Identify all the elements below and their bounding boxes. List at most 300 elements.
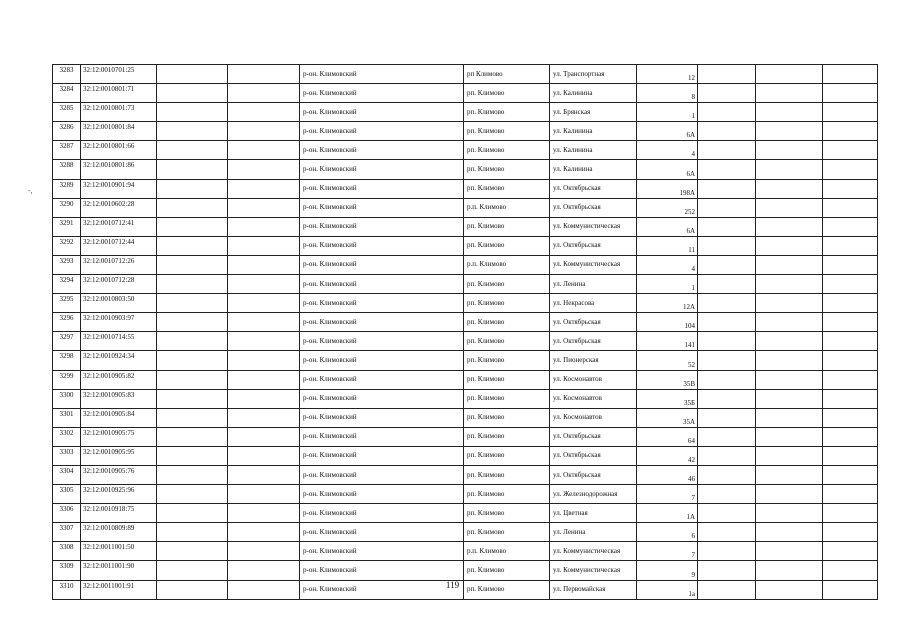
table-cell: р-он. Климовский [300, 160, 464, 179]
table-cell [823, 103, 878, 122]
table-cell: р-он. Климовский [300, 542, 464, 561]
table-cell: рп. Климово [464, 294, 550, 313]
table-row [53, 217, 878, 236]
table-cell [157, 542, 228, 561]
table-cell: ул. Калинина [550, 160, 637, 179]
table-cell: 141 [637, 332, 698, 351]
table-cell: 3299 [53, 370, 81, 389]
table-cell [228, 504, 300, 523]
table-cell: ул. Брянская [550, 103, 637, 122]
table-cell: рп. Климово [464, 561, 550, 580]
table-cell: 3310 [53, 580, 81, 599]
table-cell [228, 408, 300, 427]
table-cell: ул. Октябрьская [550, 198, 637, 217]
table-cell: 3292 [53, 236, 81, 255]
table-cell: р-он. Климовский [300, 389, 464, 408]
table-row [53, 389, 878, 408]
table-row [53, 351, 878, 370]
table-cell [823, 236, 878, 255]
table-cell: ул. Коммунистическая [550, 217, 637, 236]
table-cell: рп. Климово [464, 523, 550, 542]
table-cell: 3289 [53, 179, 81, 198]
table-cell: 32:12:0010801:73 [81, 103, 157, 122]
table-cell [823, 141, 878, 160]
table-cell: 52 [637, 351, 698, 370]
table-cell: ул. Космонавтов [550, 408, 637, 427]
table-row [53, 427, 878, 446]
table-cell: р-он. Климовский [300, 141, 464, 160]
table-cell: 9 [637, 561, 698, 580]
table-cell [698, 504, 756, 523]
table-cell: 32:12:0010905:76 [81, 465, 157, 484]
table-cell [756, 198, 823, 217]
table-cell: 32:12:0010903:97 [81, 313, 157, 332]
table-row [53, 141, 878, 160]
table-cell [823, 523, 878, 542]
table-cell: р-он. Климовский [300, 65, 464, 84]
table-cell: ул. Транспортная [550, 65, 637, 84]
table-cell [228, 523, 300, 542]
table-cell [756, 179, 823, 198]
table-cell: р-он. Климовский [300, 84, 464, 103]
table-cell: р.п. Климово [464, 255, 550, 274]
table-cell [698, 351, 756, 370]
table-cell: ул. Ленина [550, 523, 637, 542]
table-cell [823, 122, 878, 141]
table-cell [823, 446, 878, 465]
table-cell [698, 236, 756, 255]
table-cell: 6А [637, 160, 698, 179]
table-cell [698, 313, 756, 332]
table-cell: р-он. Климовский [300, 523, 464, 542]
table-row [53, 313, 878, 332]
table-cell [823, 313, 878, 332]
table-cell: 7 [637, 485, 698, 504]
table-cell: р-он. Климовский [300, 580, 464, 599]
table-cell: 32:12:0011001:90 [81, 561, 157, 580]
table-cell: 3283 [53, 65, 81, 84]
table-cell: 32:12:0011001:91 [81, 580, 157, 599]
table-cell [157, 389, 228, 408]
table-cell: 32:12:0010712:26 [81, 255, 157, 274]
table-cell [157, 294, 228, 313]
table-cell [823, 160, 878, 179]
table-cell: рп. Климово [464, 160, 550, 179]
table-cell [756, 84, 823, 103]
table-cell: 3308 [53, 542, 81, 561]
table-cell [157, 351, 228, 370]
table-row [53, 236, 878, 255]
table-cell: рп. Климово [464, 446, 550, 465]
table-cell: 3306 [53, 504, 81, 523]
table-cell: рп. Климово [464, 580, 550, 599]
table-cell: 1 [637, 103, 698, 122]
table-cell [823, 198, 878, 217]
table-cell [228, 294, 300, 313]
table-cell: ул. Железнодорожная [550, 485, 637, 504]
table-cell: р-он. Климовский [300, 236, 464, 255]
table-cell: 32:12:0010905:95 [81, 446, 157, 465]
table-cell: 3302 [53, 427, 81, 446]
table-cell: 35А [637, 408, 698, 427]
table-cell: р-он. Климовский [300, 179, 464, 198]
table-cell: 32:12:0010924:34 [81, 351, 157, 370]
table-cell: 32:12:0010701:25 [81, 65, 157, 84]
table-cell: 3303 [53, 446, 81, 465]
table-cell: 3297 [53, 332, 81, 351]
table-cell: ул. Октябрьская [550, 465, 637, 484]
table-cell: р-он. Климовский [300, 408, 464, 427]
table-cell [823, 84, 878, 103]
table-cell: ул. Космонавтов [550, 370, 637, 389]
table-cell: р-он. Климовский [300, 504, 464, 523]
table-cell: р-он. Климовский [300, 465, 464, 484]
table-cell: ул. Октябрьская [550, 236, 637, 255]
table-cell: 12 [637, 65, 698, 84]
table-cell: 32:12:0010905:82 [81, 370, 157, 389]
table-cell: 32:12:0010905:75 [81, 427, 157, 446]
table-cell [228, 141, 300, 160]
table-cell: 32:12:0010809:89 [81, 523, 157, 542]
table-row [53, 408, 878, 427]
table-cell [823, 408, 878, 427]
table-cell: 4 [637, 255, 698, 274]
table-cell: рп. Климово [464, 408, 550, 427]
table-cell [756, 485, 823, 504]
table-cell [756, 275, 823, 294]
table-row [53, 485, 878, 504]
table-cell: ул. Космонавтов [550, 389, 637, 408]
table-cell [698, 332, 756, 351]
table-cell [157, 84, 228, 103]
table-cell: ул. Октябрьская [550, 179, 637, 198]
table-cell [157, 236, 228, 255]
table-cell: рп. Климово [464, 504, 550, 523]
table-cell: рп. Климово [464, 465, 550, 484]
table-cell [157, 465, 228, 484]
table-cell [228, 160, 300, 179]
table-cell: рп Климово [464, 65, 550, 84]
table-cell: 198А [637, 179, 698, 198]
table-row [53, 561, 878, 580]
table-cell [157, 313, 228, 332]
table-cell [698, 561, 756, 580]
table-cell [228, 485, 300, 504]
table-cell [228, 255, 300, 274]
table-cell [228, 236, 300, 255]
table-cell [228, 389, 300, 408]
table-cell: рп. Климово [464, 236, 550, 255]
table-cell [756, 561, 823, 580]
table-cell: р.п. Климово [464, 198, 550, 217]
table-cell [756, 65, 823, 84]
table-cell: рп. Климово [464, 84, 550, 103]
table-cell [157, 275, 228, 294]
table-row [53, 179, 878, 198]
table-cell [823, 561, 878, 580]
table-cell [698, 255, 756, 274]
table-cell: 32:12:0010918:75 [81, 504, 157, 523]
table-cell [157, 332, 228, 351]
table-cell: 1 [637, 275, 698, 294]
table-cell: 32:12:0010801:66 [81, 141, 157, 160]
table-cell: 104 [637, 313, 698, 332]
table-cell [823, 179, 878, 198]
table-cell: 3309 [53, 561, 81, 580]
table-cell [698, 179, 756, 198]
table-cell [756, 255, 823, 274]
table-cell: р-он. Климовский [300, 485, 464, 504]
table-cell [228, 542, 300, 561]
table-cell: р-он. Климовский [300, 294, 464, 313]
table-cell: рп. Климово [464, 313, 550, 332]
table-cell: 3296 [53, 313, 81, 332]
table-cell [698, 542, 756, 561]
table-cell: рп. Климово [464, 332, 550, 351]
table-cell: 32:12:0010801:71 [81, 84, 157, 103]
table-cell: рп. Климово [464, 351, 550, 370]
table-cell [698, 370, 756, 389]
table-cell: рп. Климово [464, 370, 550, 389]
table-cell [228, 103, 300, 122]
table-cell: р.п. Климово [464, 542, 550, 561]
table-cell [823, 370, 878, 389]
table-cell: 252 [637, 198, 698, 217]
table-cell: 32:12:0010714:55 [81, 332, 157, 351]
table-cell [756, 313, 823, 332]
table-cell: 3307 [53, 523, 81, 542]
table-cell: 3305 [53, 485, 81, 504]
table-cell [228, 84, 300, 103]
table-cell: р-он. Климовский [300, 313, 464, 332]
table-cell: ул. Октябрьская [550, 427, 637, 446]
table-cell [157, 561, 228, 580]
table-row [53, 65, 878, 84]
table-cell [698, 160, 756, 179]
table-cell: ул. Калинина [550, 141, 637, 160]
table-cell: 32:12:0010901:94 [81, 179, 157, 198]
table-cell: ул. Октябрьская [550, 313, 637, 332]
table-cell [698, 408, 756, 427]
table-cell [823, 542, 878, 561]
table-cell [228, 465, 300, 484]
table-cell: р-он. Климовский [300, 332, 464, 351]
table-cell: ул. Калинина [550, 84, 637, 103]
table-cell [698, 275, 756, 294]
table-cell [823, 255, 878, 274]
table-cell [698, 389, 756, 408]
table-cell [228, 65, 300, 84]
table-cell [157, 255, 228, 274]
table-cell [698, 485, 756, 504]
table-cell: 32:12:0010905:84 [81, 408, 157, 427]
table-cell [228, 179, 300, 198]
table-cell: 12А [637, 294, 698, 313]
table-row [53, 523, 878, 542]
table-row [53, 122, 878, 141]
table-row [53, 465, 878, 484]
table-cell: ул. Некрасова [550, 294, 637, 313]
table-cell [756, 446, 823, 465]
table-cell: 35В [637, 370, 698, 389]
table-cell: 6А [637, 122, 698, 141]
table-cell [756, 389, 823, 408]
table-cell [228, 370, 300, 389]
table-cell [823, 389, 878, 408]
table-cell [157, 485, 228, 504]
table-cell [823, 294, 878, 313]
table-cell: 32:12:0010801:84 [81, 122, 157, 141]
table-cell [756, 122, 823, 141]
table-cell [756, 236, 823, 255]
table-cell [698, 103, 756, 122]
table-cell: рп. Климово [464, 217, 550, 236]
table-cell: ул. Коммунистическая [550, 561, 637, 580]
table-cell [157, 122, 228, 141]
table-cell: 32:12:0010712:44 [81, 236, 157, 255]
table-cell [756, 504, 823, 523]
table-cell: 3287 [53, 141, 81, 160]
table-cell: 3285 [53, 103, 81, 122]
table-cell [228, 275, 300, 294]
table-cell: 32:12:0010602:28 [81, 198, 157, 217]
table-cell [823, 351, 878, 370]
table-cell: 6 [637, 523, 698, 542]
table-cell [823, 465, 878, 484]
table-cell [157, 408, 228, 427]
table-cell [756, 332, 823, 351]
table-cell: рп. Климово [464, 485, 550, 504]
table-cell [228, 122, 300, 141]
table-cell: р-он. Климовский [300, 255, 464, 274]
table-row [53, 255, 878, 274]
table-cell: ул. Коммунистическая [550, 542, 637, 561]
table-cell [698, 122, 756, 141]
table-cell [756, 408, 823, 427]
table-cell: рп. Климово [464, 179, 550, 198]
table-cell: р-он. Климовский [300, 427, 464, 446]
margin-mark: -, [28, 186, 33, 195]
table-cell: р-он. Климовский [300, 370, 464, 389]
table-cell [698, 446, 756, 465]
table-cell [756, 542, 823, 561]
table-row [53, 103, 878, 122]
table-cell: р-он. Климовский [300, 275, 464, 294]
table-cell [698, 427, 756, 446]
table-cell: 6А [637, 217, 698, 236]
table-cell: 32:12:0010712:41 [81, 217, 157, 236]
table-cell [756, 141, 823, 160]
table-cell: рп. Климово [464, 141, 550, 160]
table-cell [228, 198, 300, 217]
table-cell: р-он. Климовский [300, 103, 464, 122]
table-cell: 3300 [53, 389, 81, 408]
table-cell [756, 103, 823, 122]
table-cell: 3301 [53, 408, 81, 427]
page-number: 119 [445, 580, 460, 590]
table-cell [823, 275, 878, 294]
table-cell: рп. Климово [464, 427, 550, 446]
table-cell: рп. Климово [464, 103, 550, 122]
table-cell: 3290 [53, 198, 81, 217]
table-cell: р-он. Климовский [300, 217, 464, 236]
table-cell: ул. Первомайская [550, 580, 637, 599]
table-cell [698, 141, 756, 160]
table-row [53, 542, 878, 561]
table-cell [698, 84, 756, 103]
table-cell: 3294 [53, 275, 81, 294]
table-cell: 1А [637, 504, 698, 523]
table-cell: ул. Пионерская [550, 351, 637, 370]
table-cell [823, 65, 878, 84]
table-cell [698, 294, 756, 313]
table-cell [698, 198, 756, 217]
table-cell [756, 427, 823, 446]
table-cell: 35Б [637, 389, 698, 408]
table-cell [698, 217, 756, 236]
table-cell: 3288 [53, 160, 81, 179]
table-row [53, 294, 878, 313]
table-cell [157, 65, 228, 84]
table-cell [756, 160, 823, 179]
table-cell [756, 217, 823, 236]
table-body [53, 65, 878, 600]
table-cell [228, 332, 300, 351]
table-cell [228, 446, 300, 465]
table-cell [157, 198, 228, 217]
table-row [53, 446, 878, 465]
table-cell: 32:12:0010712:28 [81, 275, 157, 294]
table-cell [756, 370, 823, 389]
table-row [53, 332, 878, 351]
table-cell: 3298 [53, 351, 81, 370]
table-cell [228, 561, 300, 580]
table-cell: 1а [637, 580, 698, 599]
table-cell: рп. Климово [464, 389, 550, 408]
table-cell [157, 179, 228, 198]
table-cell: 3286 [53, 122, 81, 141]
table-cell: 32:12:0010925:96 [81, 485, 157, 504]
table-cell [157, 217, 228, 236]
table-row [53, 504, 878, 523]
table-cell [157, 427, 228, 446]
register-table [52, 64, 878, 600]
table-cell [157, 103, 228, 122]
table-cell: 3284 [53, 84, 81, 103]
table-cell [756, 465, 823, 484]
table-row [53, 275, 878, 294]
table-cell [157, 141, 228, 160]
table-cell: рп. Климово [464, 122, 550, 141]
table-cell [823, 332, 878, 351]
table-cell [823, 485, 878, 504]
table-cell: 42 [637, 446, 698, 465]
table-cell [228, 351, 300, 370]
table-cell: ул. Ленина [550, 275, 637, 294]
table-cell: 3295 [53, 294, 81, 313]
table-cell [157, 504, 228, 523]
table-cell: р-он. Климовский [300, 561, 464, 580]
table-cell [756, 294, 823, 313]
table-cell [823, 217, 878, 236]
table-cell: р-он. Климовский [300, 351, 464, 370]
table-cell [228, 313, 300, 332]
table-cell: ул. Цветная [550, 504, 637, 523]
table-cell: 8 [637, 84, 698, 103]
table-row [53, 370, 878, 389]
table-cell: 4 [637, 141, 698, 160]
table-row [53, 198, 878, 217]
